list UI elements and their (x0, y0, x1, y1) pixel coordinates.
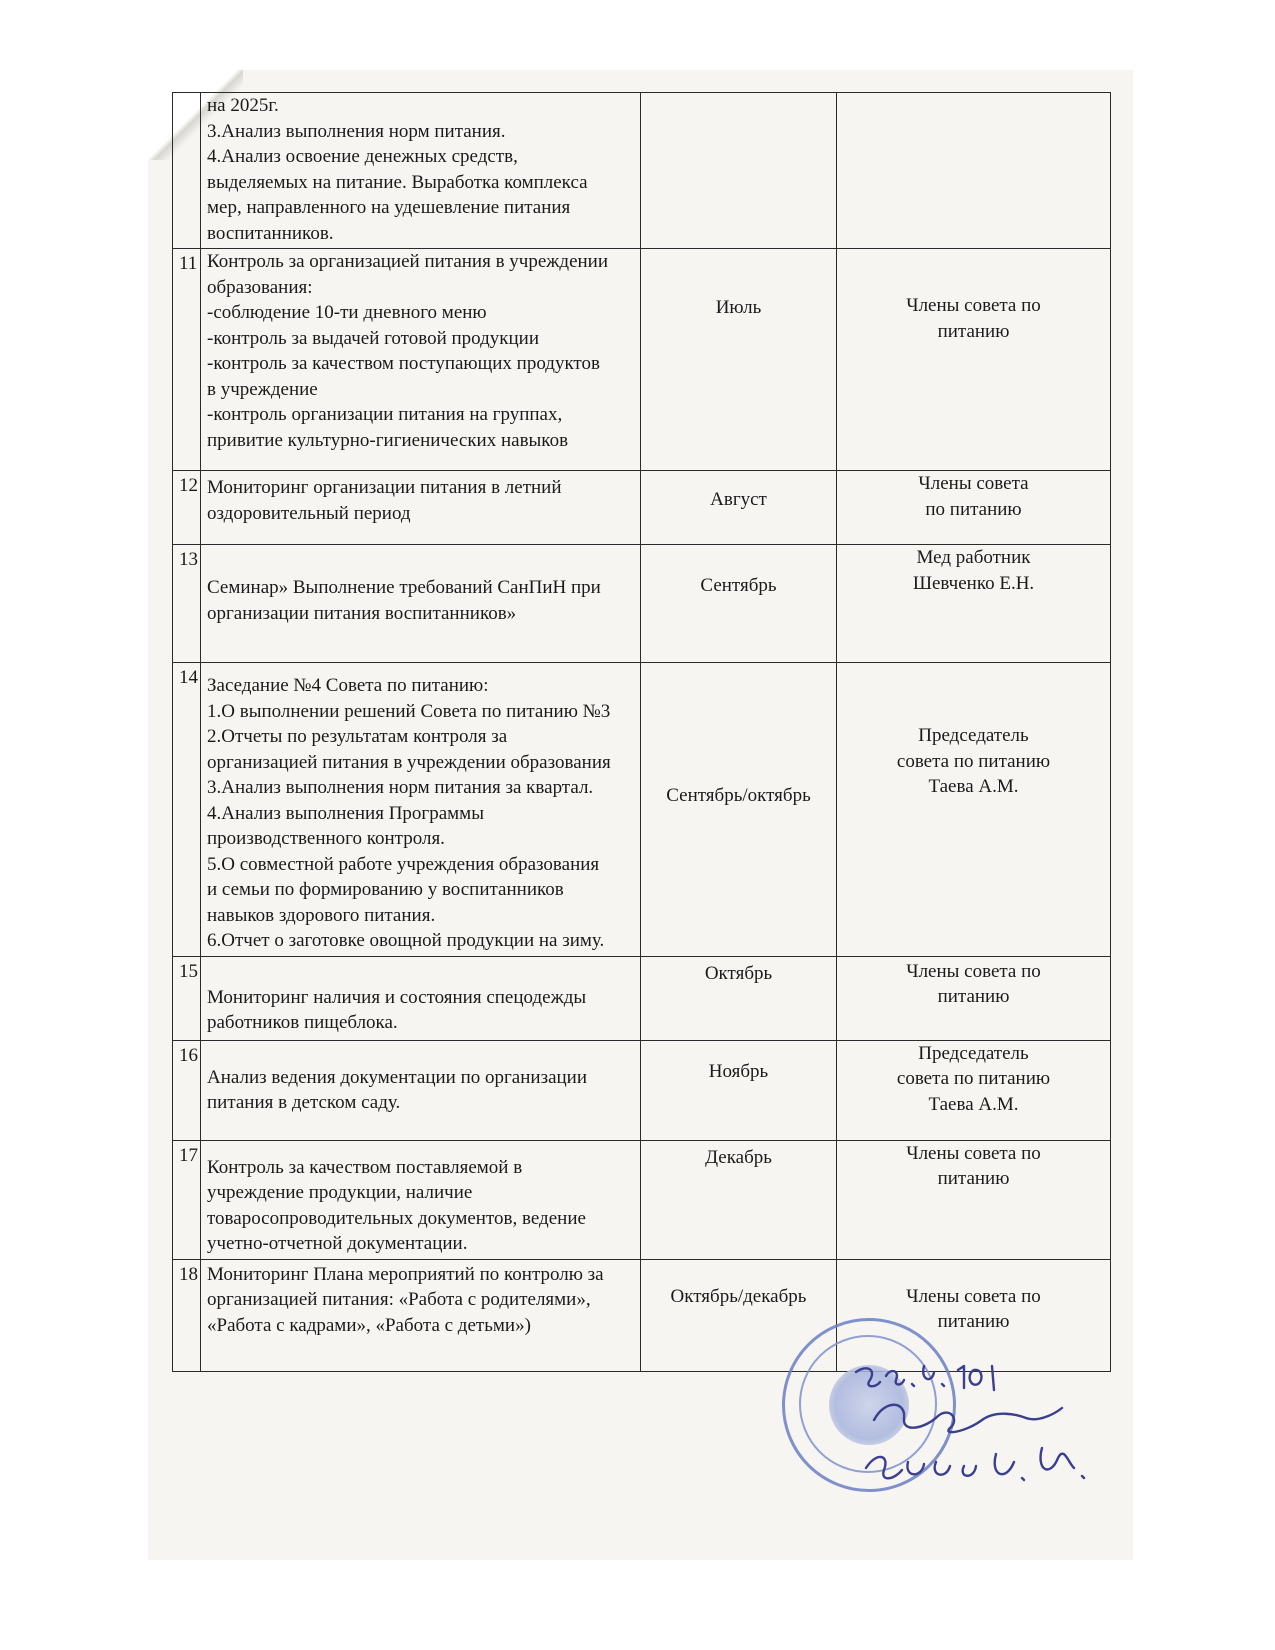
activity-content (201, 1040, 641, 1140)
activity-line: Контроль за организацией питания в учреждении (207, 251, 609, 272)
activity-date (641, 93, 837, 249)
table-row (173, 663, 1111, 957)
activity-line: питания в детском саду. (207, 1092, 401, 1113)
responsible-line: Члены совета по (906, 295, 1041, 316)
activity-line: навыков здорового питания. (207, 904, 436, 926)
row-number: 13 (173, 545, 201, 663)
activity-line: Контроль за качеством поставляемой в (207, 1156, 523, 1178)
row-number: 14 (173, 663, 201, 957)
activity-content (201, 93, 641, 249)
responsible-person (837, 249, 1111, 471)
responsible-person (837, 663, 1111, 957)
activity-line: на 2025г. (207, 95, 279, 116)
date-line: Октябрь (704, 962, 773, 984)
activity-line: производственного контроля. (207, 828, 445, 849)
activity-line: мер, направленного на удешевление питания (207, 197, 571, 218)
activity-date (641, 545, 837, 663)
date-line: Октябрь/декабрь (670, 1285, 807, 1307)
activity-line: 2.Отчеты по результатам контроля за (207, 726, 508, 747)
table-row (173, 1040, 1111, 1140)
date-line: Сентябрь/октябрь (666, 785, 811, 806)
activity-line: учреждение продукции, наличие (207, 1182, 473, 1203)
activity-line: Мониторинг Плана мероприятий по контролю за (207, 1263, 604, 1285)
activity-date (641, 471, 837, 545)
activity-line: Мониторинг организации питания в летний (207, 477, 562, 498)
responsible-line: совета по питанию (896, 1068, 1051, 1089)
responsible-person (837, 545, 1111, 663)
meal-plan-body (173, 93, 1111, 1372)
activity-date (641, 956, 837, 1040)
table-row (173, 1140, 1111, 1259)
activity-content (201, 663, 641, 957)
responsible-line: Председатель (918, 725, 1029, 746)
responsible-person (837, 93, 1111, 249)
responsible-person (837, 471, 1111, 545)
activity-line: привитие культурно-гигиенических навыков (207, 429, 569, 451)
activity-content (201, 956, 641, 1040)
responsible-line: по питанию (925, 498, 1022, 520)
responsible-person (837, 956, 1111, 1040)
activity-line: 3.Анализ выполнения норм питания. (207, 120, 506, 142)
table-row (173, 93, 1111, 249)
date-line: Сентябрь (700, 575, 777, 596)
date-line: Июль (715, 297, 762, 318)
responsible-line: питанию (937, 986, 1010, 1007)
row-number: 17 (173, 1140, 201, 1259)
activity-date (641, 1040, 837, 1140)
row-number: 11 (173, 249, 201, 471)
responsible-line: Мед работник (916, 547, 1031, 568)
responsible-line: совета по питанию (896, 750, 1051, 772)
responsible-line: Члены совета по (906, 1142, 1041, 1164)
activity-line: 4.Анализ освоение денежных средств, (207, 146, 518, 167)
activity-line: 3.Анализ выполнения норм питания за квартал. (207, 777, 594, 798)
activity-line: -соблюдение 10-ти дневного меню (207, 302, 487, 323)
responsible-line: Таева А.М. (928, 1093, 1019, 1115)
activity-line: организацией питания в учреждении образования (207, 751, 611, 773)
date-line: Декабрь (705, 1146, 772, 1168)
activity-date (641, 249, 837, 471)
activity-line: Семинар» Выполнение требований СанПиН при (207, 577, 601, 598)
activity-content (201, 1259, 641, 1371)
signature-handwriting (846, 1358, 1096, 1508)
responsible-line: питанию (937, 1168, 1010, 1189)
activity-line: 6.Отчет о заготовке овощной продукции на зиму. (207, 930, 605, 951)
activity-line: организации питания воспитанников» (207, 602, 517, 624)
activity-line: 5.О совместной работе учреждения образования (207, 853, 600, 875)
responsible-line: Члены совета по (906, 1285, 1041, 1307)
activity-line: работников пищеблока. (207, 1012, 398, 1033)
row-number: 18 (173, 1259, 201, 1371)
responsible-line: питанию (937, 1311, 1010, 1332)
responsible-line: Председатель (918, 1042, 1029, 1064)
activity-line: в учреждение (207, 378, 318, 400)
activity-content (201, 545, 641, 663)
responsible-line: Шевченко Е.Н. (912, 572, 1035, 594)
activity-line: «Работа с кадрами», «Работа с детьми») (207, 1314, 531, 1336)
table-row (173, 956, 1111, 1040)
responsible-line: Члены совета (918, 473, 1029, 494)
meal-plan-table (172, 92, 1111, 1372)
table-row (173, 471, 1111, 545)
activity-line: образования: (207, 276, 313, 298)
activity-line: воспитанников. (207, 222, 334, 244)
table-row (173, 545, 1111, 663)
table-row (173, 1259, 1111, 1371)
row-number: 15 (173, 956, 201, 1040)
activity-line: Анализ ведения документации по организации (207, 1066, 588, 1088)
responsible-line: питанию (937, 320, 1010, 342)
activity-line: -контроль организации питания на группах, (207, 404, 563, 425)
responsible-person (837, 1140, 1111, 1259)
activity-content (201, 471, 641, 545)
row-number: 16 (173, 1040, 201, 1140)
responsible-person (837, 1040, 1111, 1140)
activity-line: организацией питания: «Работа с родителями», (207, 1289, 591, 1310)
activity-line: 4.Анализ выполнения Программы (207, 802, 484, 824)
table-row (173, 249, 1111, 471)
activity-date (641, 663, 837, 957)
activity-line: Мониторинг наличия и состояния спецодежды (207, 986, 587, 1008)
activity-line: товаросопроводительных документов, ведение (207, 1207, 586, 1229)
activity-line: учетно-отчетной документации. (207, 1233, 468, 1254)
activity-line: и семьи по формированию у воспитанников (207, 879, 564, 900)
activity-date (641, 1140, 837, 1259)
date-line: Август (710, 489, 767, 510)
activity-line: оздоровительный период (207, 502, 411, 524)
responsible-line: Члены совета по (906, 960, 1041, 982)
activity-line: -контроль за качеством поступающих продуктов (207, 353, 600, 374)
row-number (173, 93, 201, 249)
activity-content (201, 249, 641, 471)
activity-line: Заседание №4 Совета по питанию: (207, 675, 489, 696)
activity-line: 1.О выполнении решений Совета по питанию №3 (207, 700, 611, 722)
activity-line: -контроль за выдачей готовой продукции (207, 327, 540, 349)
responsible-line: Таева А.М. (928, 776, 1019, 797)
activity-line: выделяемых на питание. Выработка комплекса (207, 171, 588, 193)
activity-content (201, 1140, 641, 1259)
date-line: Ноябрь (708, 1060, 769, 1082)
row-number: 12 (173, 471, 201, 545)
